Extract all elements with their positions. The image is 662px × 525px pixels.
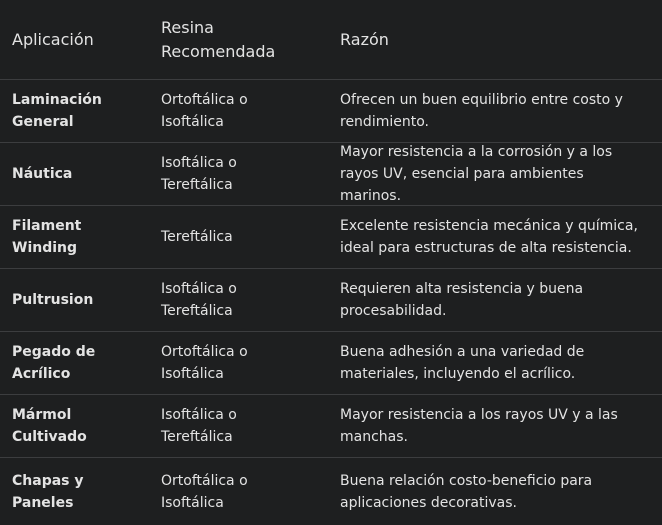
cell-resina — [161, 395, 331, 457]
cell-text: Mayor resistencia a los rayos UV y a las manchas. — [340, 407, 618, 445]
table-row — [0, 269, 662, 332]
table-header — [0, 0, 662, 80]
table-row — [0, 143, 662, 206]
cell-resina — [161, 332, 331, 394]
table-row — [0, 458, 662, 525]
cell-text: Ortoftálica o Isoftálica — [161, 344, 248, 382]
cell-text: Tereftálica — [161, 229, 233, 245]
cell-razon — [340, 80, 656, 142]
cell-text: Ortoftálica o Isoftálica — [161, 92, 248, 130]
cell-resina — [161, 458, 331, 525]
cell-aplicacion — [12, 395, 148, 457]
table-row — [0, 206, 662, 269]
cell-razon — [340, 143, 656, 205]
cell-resina — [161, 143, 331, 205]
cell-resina — [161, 269, 331, 331]
cell-razon — [340, 395, 656, 457]
cell-text: Buena adhesión a una variedad de materiales, incluyendo el acrílico. — [340, 344, 585, 382]
cell-text: Ortoftálica o Isoftálica — [161, 472, 248, 511]
cell-aplicacion — [12, 269, 148, 331]
header-cell-razon — [340, 0, 656, 79]
cell-text: Náutica — [12, 166, 73, 182]
cell-text: Excelente resistencia mecánica y química, ideal para estructuras de alta resistencia. — [340, 218, 638, 256]
cell-razon — [340, 458, 656, 525]
table-row — [0, 80, 662, 143]
cell-text: Mármol Cultivado — [12, 407, 87, 445]
header-label: Razón — [340, 29, 389, 49]
cell-text: Mayor resistencia a la corrosión y a los rayos UV, esencial para ambientes marinos. — [340, 144, 613, 204]
cell-text: Isoftálica o Tereftálica — [161, 155, 237, 193]
table-row — [0, 395, 662, 458]
cell-text: Requieren alta resistencia y buena procesabilidad. — [340, 281, 584, 319]
cell-text: Filament Winding — [12, 218, 82, 256]
table-row — [0, 332, 662, 395]
header-cell-resina — [161, 0, 331, 79]
cell-text: Pegado de Acrílico — [12, 344, 96, 382]
cell-text: Chapas y Paneles — [12, 472, 84, 511]
cell-resina — [161, 206, 331, 268]
header-label: Aplicación — [12, 29, 94, 49]
cell-razon — [340, 206, 656, 268]
cell-aplicacion — [12, 206, 148, 268]
cell-razon — [340, 269, 656, 331]
cell-aplicacion — [12, 143, 148, 205]
cell-aplicacion — [12, 458, 148, 525]
cell-aplicacion — [12, 80, 148, 142]
header-cell-aplicacion — [12, 0, 148, 79]
cell-text: Ofrecen un buen equilibrio entre costo y rendimiento. — [340, 92, 623, 130]
cell-text: Pultrusion — [12, 292, 94, 308]
cell-text: Laminación General — [12, 92, 102, 130]
cell-text: Isoftálica o Tereftálica — [161, 281, 237, 319]
cell-resina — [161, 80, 331, 142]
header-label: Resina Recomendada — [161, 17, 276, 61]
cell-text: Isoftálica o Tereftálica — [161, 407, 237, 445]
cell-text: Buena relación costo-beneficio para aplicaciones decorativas. — [340, 472, 593, 511]
cell-razon — [340, 332, 656, 394]
cell-aplicacion — [12, 332, 148, 394]
